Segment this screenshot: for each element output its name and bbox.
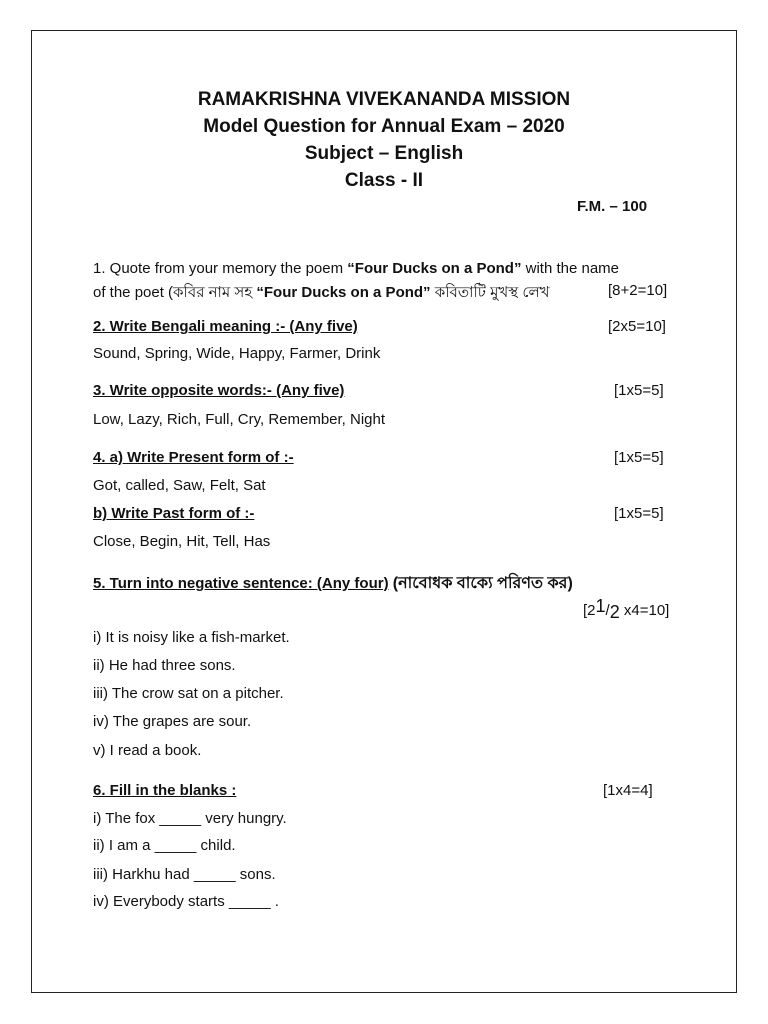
q5-marks-open: [2 <box>583 602 596 619</box>
org-title: RAMAKRISHNA VIVEKANANDA MISSION <box>197 89 571 110</box>
q4b-marks: [1x5=5] <box>614 505 664 522</box>
full-marks: F.M. – 100 <box>577 198 648 215</box>
q5-item: iii) The crow sat on a pitcher. <box>93 685 284 702</box>
q1-line2 <box>93 281 550 306</box>
q5-heading-bengali: (নাবোধক বাক্যে পরিণত কর) <box>392 575 573 592</box>
q2-words: Sound, Spring, Wide, Happy, Farmer, Drink <box>93 345 381 362</box>
q4a-marks: [1x5=5] <box>614 449 664 466</box>
q5-marks-close: x4=10] <box>619 602 670 619</box>
q5-marks-slash: / <box>605 602 610 619</box>
exam-title: Model Question for Annual Exam – 2020 <box>203 116 565 137</box>
q4b-words: Close, Begin, Hit, Tell, Has <box>93 533 271 550</box>
q1-line2-suffix: কবিতাটি মুখস্থ লেখ <box>430 284 550 301</box>
q6-item: i) The fox _____ very hungry. <box>93 810 287 827</box>
q6-item: iii) Harkhu had _____ sons. <box>93 866 276 883</box>
q4a-heading: 4. a) Write Present form of :- <box>93 449 294 466</box>
q2-marks: [2x5=10] <box>608 318 666 335</box>
class-title: Class - II <box>344 170 424 191</box>
q3-heading: 3. Write opposite words:- (Any five) <box>93 382 345 399</box>
q5-marks-num: 1 <box>595 596 606 616</box>
q1-line2-prefix: of the poet (কবির নাম সহ <box>93 284 257 301</box>
q4b-heading: b) Write Past form of :- <box>93 505 255 522</box>
q5-heading: 5. Turn into negative sentence: (Any four) <box>93 575 389 592</box>
q5-marks <box>583 596 669 623</box>
q6-item: iv) Everybody starts _____ . <box>93 893 279 910</box>
q5-marks-den: 2 <box>609 602 620 622</box>
q1-line1-prefix: 1. Quote from your memory the poem <box>93 260 348 277</box>
q6-item: ii) I am a _____ child. <box>93 837 236 854</box>
q5-item: ii) He had three sons. <box>93 657 236 674</box>
q5-heading-line <box>93 570 573 597</box>
q1-poem-title-2: “Four Ducks on a Pond” <box>256 284 431 301</box>
q5-item: i) It is noisy like a fish-market. <box>93 629 290 646</box>
q1-line1-suffix: with the name <box>521 260 620 277</box>
q3-marks: [1x5=5] <box>614 382 664 399</box>
q1-poem-title: “Four Ducks on a Pond” <box>347 260 522 277</box>
q1-line1 <box>93 260 619 277</box>
q5-item: v) I read a book. <box>93 742 202 759</box>
q1-marks: [8+2=10] <box>608 282 668 299</box>
q5-item: iv) The grapes are sour. <box>93 713 252 730</box>
subject-title: Subject – English <box>304 143 464 164</box>
q4a-words: Got, called, Saw, Felt, Sat <box>93 477 266 494</box>
q3-words: Low, Lazy, Rich, Full, Cry, Remember, Night <box>93 411 386 428</box>
q6-heading: 6. Fill in the blanks : <box>93 782 237 799</box>
q6-marks: [1x4=4] <box>603 782 653 799</box>
q2-heading: 2. Write Bengali meaning :- (Any five) <box>93 318 358 335</box>
